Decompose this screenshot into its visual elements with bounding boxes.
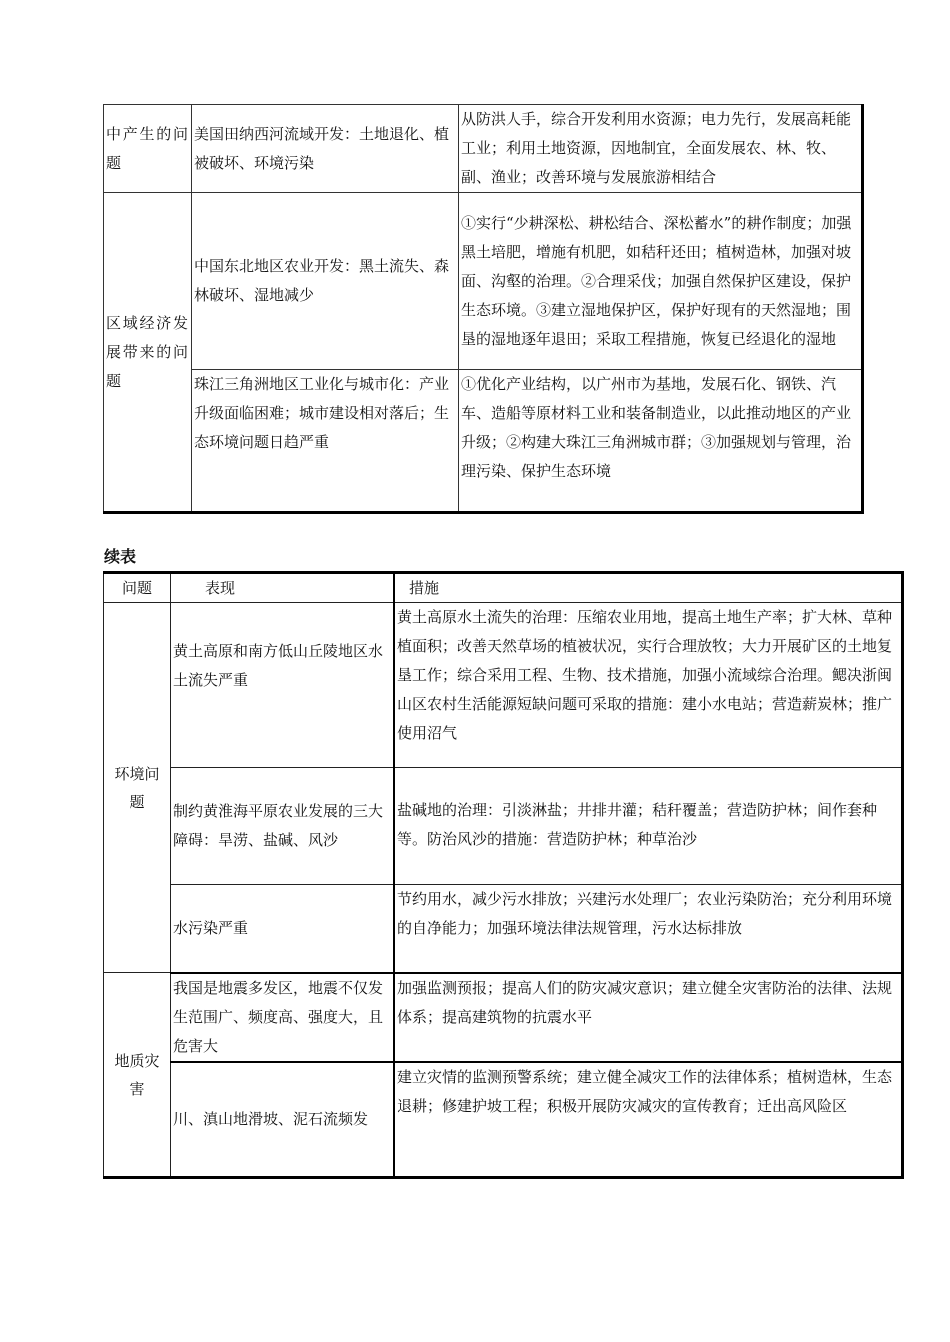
- table-row: [104, 885, 903, 973]
- measure-cell: 黄土高原水土流失的治理：压缩农业用地，提高土地生产率；扩大林、草种植面积；改善天然草场的植被状况，实行合理放牧；大力开展矿区的土地复垦工作；综合采用工程、生物、技术措施，加强小流域综合治理。鳃决浙闽山区农村生活能源短缺问题可采取的措施：建小水电站；营造薪炭林；推广使用沼气: [394, 603, 903, 768]
- regional-development-table: [103, 104, 864, 514]
- environment-problem-label: 环境问题: [104, 603, 171, 973]
- table-row: [104, 1062, 903, 1178]
- table-row: [104, 370, 863, 513]
- environment-disaster-table: [103, 571, 904, 1179]
- table-header-row: [104, 573, 903, 603]
- measure-cell: ①实行“少耕深松、耕松结合、深松蓄水”的耕作制度；加强黑土培肥，增施有机肥，如秸秆还田；植树造林，加强对坡面、沟壑的治理。②合理采伐；加强自然保护区建设，保护生态环境。③建立湿地保护区，保护好现有的天然湿地；围垦的湿地逐年退田；采取工程措施，恢复已经退化的湿地: [459, 193, 863, 370]
- problem-category-cell: 中产生的问题: [104, 105, 192, 193]
- table-row: [104, 603, 903, 768]
- table-caption: 续表: [104, 547, 137, 566]
- measure-cell: 建立灾情的监测预警系统；建立健全减灾工作的法律体系；植树造林，生态退耕；修建护坡工程；积极开展防灾减灾的宣传教育；迁出高风险区: [394, 1062, 903, 1178]
- table-row: [104, 768, 903, 885]
- manifestation-cell: 川、滇山地滑坡、泥石流频发: [171, 1062, 395, 1178]
- measure-cell: 节约用水，减少污水排放；兴建污水处理厂；农业污染防治；充分利用环境的自净能力；加强环境法律法规管理，污水达标排放: [394, 885, 903, 973]
- manifestation-cell: 我国是地震多发区，地震不仅发生范围广、频度高、强度大，且危害大: [171, 973, 395, 1062]
- table-row: [104, 973, 903, 1062]
- manifestation-cell: 制约黄淮海平原农业发展的三大障碍：旱涝、盐碱、风沙: [171, 768, 395, 885]
- manifestation-cell: 黄土高原和南方低山丘陵地区水土流失严重: [171, 603, 395, 768]
- measure-cell: 盐碱地的治理：引淡淋盐；井排井灌；秸秆覆盖；营造防护林；间作套种等。防治风沙的措施：营造防护林；种草治沙: [394, 768, 903, 885]
- geological-disaster-label: 地质灾害: [104, 973, 171, 1178]
- header-manifestation: 表现: [171, 573, 395, 603]
- measure-cell: 从防洪人手，综合开发利用水资源；电力先行，发展高耗能工业；利用土地资源，因地制宜，全面发展农、林、牧、副、渔业；改善环境与发展旅游相结合: [459, 105, 863, 193]
- manifestation-cell: 珠江三角洲地区工业化与城市化：产业升级面临困难；城市建设相对落后；生态环境问题日趋严重: [192, 370, 459, 513]
- problem-category-cell: 区域经济发展带来的问题: [104, 193, 192, 513]
- table-row: [104, 105, 863, 193]
- manifestation-cell: 中国东北地区农业开发：黑土流失、森林破坏、湿地减少: [192, 193, 459, 370]
- manifestation-cell: 美国田纳西河流域开发：土地退化、植被破坏、环境污染: [192, 105, 459, 193]
- header-measures: 措施: [394, 573, 903, 603]
- table-row: [104, 193, 863, 370]
- measure-cell: 加强监测预报；提高人们的防灾减灾意识；建立健全灾害防治的法律、法规体系；提高建筑物的抗震水平: [394, 973, 903, 1062]
- measure-cell: ①优化产业结构，以广州市为基地，发展石化、钢铁、汽车、造船等原材料工业和装备制造业，以此推动地区的产业升级；②构建大珠江三角洲城市群；③加强规划与管理，治理污染、保护生态环境: [459, 370, 863, 513]
- header-problem: 问题: [104, 573, 171, 603]
- manifestation-cell: 水污染严重: [171, 885, 395, 973]
